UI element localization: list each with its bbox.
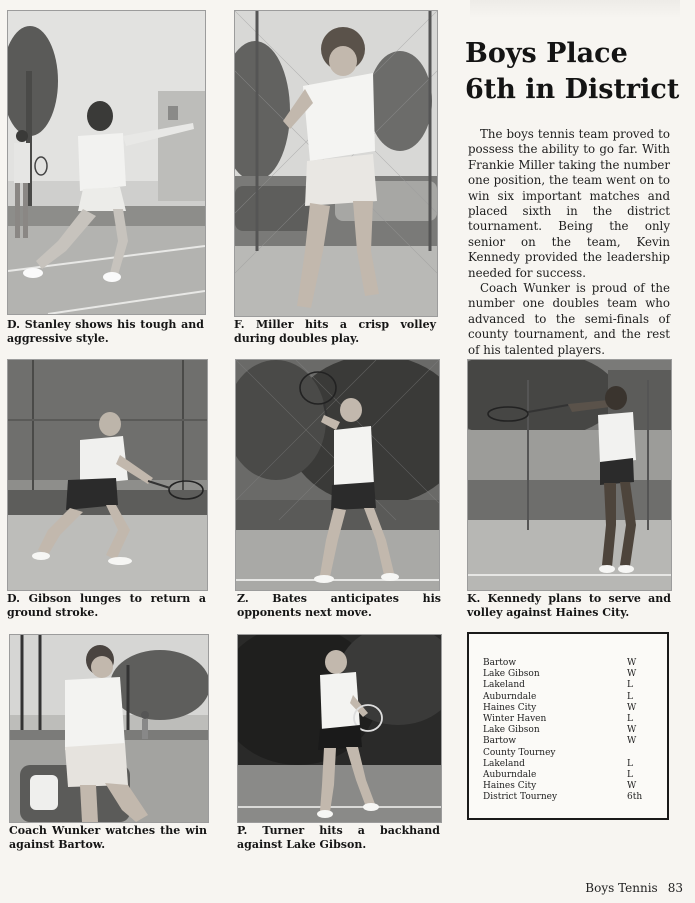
- article-paragraph: The boys tennis team proved to possess the ability to go far. With Frankie Miller taking the number one position, the team went on to win six important matches and placed sixth in the district tournament. Being the only senior on the team, Kevin Kennedy provided the leadership needed for success.: [468, 127, 670, 280]
- photo-gibson: [7, 359, 208, 591]
- record-opponent: Haines City: [483, 781, 537, 792]
- record-result: W: [627, 658, 637, 668]
- caption-gibson: D. Gibson lunges to return a ground stroke.: [7, 592, 206, 619]
- page-number: 83: [667, 881, 683, 895]
- faded-heading-remnant: [470, 0, 680, 18]
- caption-stanley: D. Stanley shows his tough and aggressive style.: [7, 318, 204, 345]
- record-opponent: County Tourney: [483, 747, 556, 758]
- record-row: [483, 748, 649, 759]
- record-opponent: Auburndale: [483, 691, 537, 702]
- record-result: W: [627, 702, 637, 713]
- record-result: L: [627, 714, 633, 725]
- article-headline: Boys Place 6th in District: [465, 38, 680, 105]
- record-row: [483, 692, 649, 703]
- record-result: L: [627, 691, 633, 702]
- record-opponent: Lakeland: [483, 758, 525, 769]
- photo-miller: [234, 10, 438, 317]
- record-row: [483, 714, 649, 725]
- record-row: [483, 680, 649, 691]
- record-row: [483, 781, 649, 792]
- record-result: L: [627, 770, 633, 781]
- record-opponent: Lakeland: [483, 680, 525, 691]
- record-result: L: [627, 680, 633, 691]
- season-record-list: [483, 658, 649, 804]
- record-result: W: [627, 736, 637, 747]
- record-opponent: Lake Gibson: [483, 725, 540, 736]
- record-result: W: [627, 725, 637, 736]
- caption-bates: Z. Bates anticipates his opponents next move.: [237, 592, 441, 619]
- photo-wunker: [9, 634, 209, 823]
- record-row: [483, 703, 649, 714]
- photo-stanley: [7, 10, 206, 315]
- record-result: [627, 748, 649, 759]
- record-row: [483, 725, 649, 736]
- record-result: L: [627, 758, 633, 769]
- caption-turner: P. Turner hits a backhand against Lake Gibson.: [237, 824, 440, 851]
- record-opponent: Bartow: [483, 658, 517, 668]
- caption-wunker: Coach Wunker watches the win against Bartow.: [9, 824, 207, 851]
- season-record-box: [467, 632, 669, 820]
- caption-kennedy: K. Kennedy plans to serve and volley against Haines City.: [467, 592, 671, 619]
- record-result: W: [627, 781, 637, 792]
- section-name: Boys Tennis: [585, 881, 658, 895]
- record-result: 6th: [627, 792, 643, 803]
- article-body: [468, 127, 670, 358]
- record-row: [483, 792, 649, 803]
- record-opponent: Winter Haven: [483, 714, 547, 725]
- record-opponent: District Tourney: [483, 792, 558, 803]
- photo-turner: [237, 634, 442, 823]
- page-footer: [585, 881, 683, 895]
- photo-kennedy: [467, 359, 672, 591]
- photo-bates: [235, 359, 440, 591]
- record-opponent: Auburndale: [483, 770, 537, 781]
- record-row: [483, 669, 649, 680]
- record-row: [483, 759, 649, 770]
- record-row: [483, 658, 649, 669]
- record-row: [483, 736, 649, 747]
- record-opponent: Lake Gibson: [483, 669, 540, 680]
- record-result: W: [627, 669, 637, 680]
- record-opponent: Haines City: [483, 702, 537, 713]
- caption-miller: F. Miller hits a crisp volley during doubles play.: [234, 318, 436, 345]
- record-opponent: Bartow: [483, 736, 517, 747]
- record-row: [483, 770, 649, 781]
- article-paragraph: Coach Wunker is proud of the number one doubles team who advanced to the semi-finals of county tournament, and the rest of his talented players.: [468, 281, 670, 357]
